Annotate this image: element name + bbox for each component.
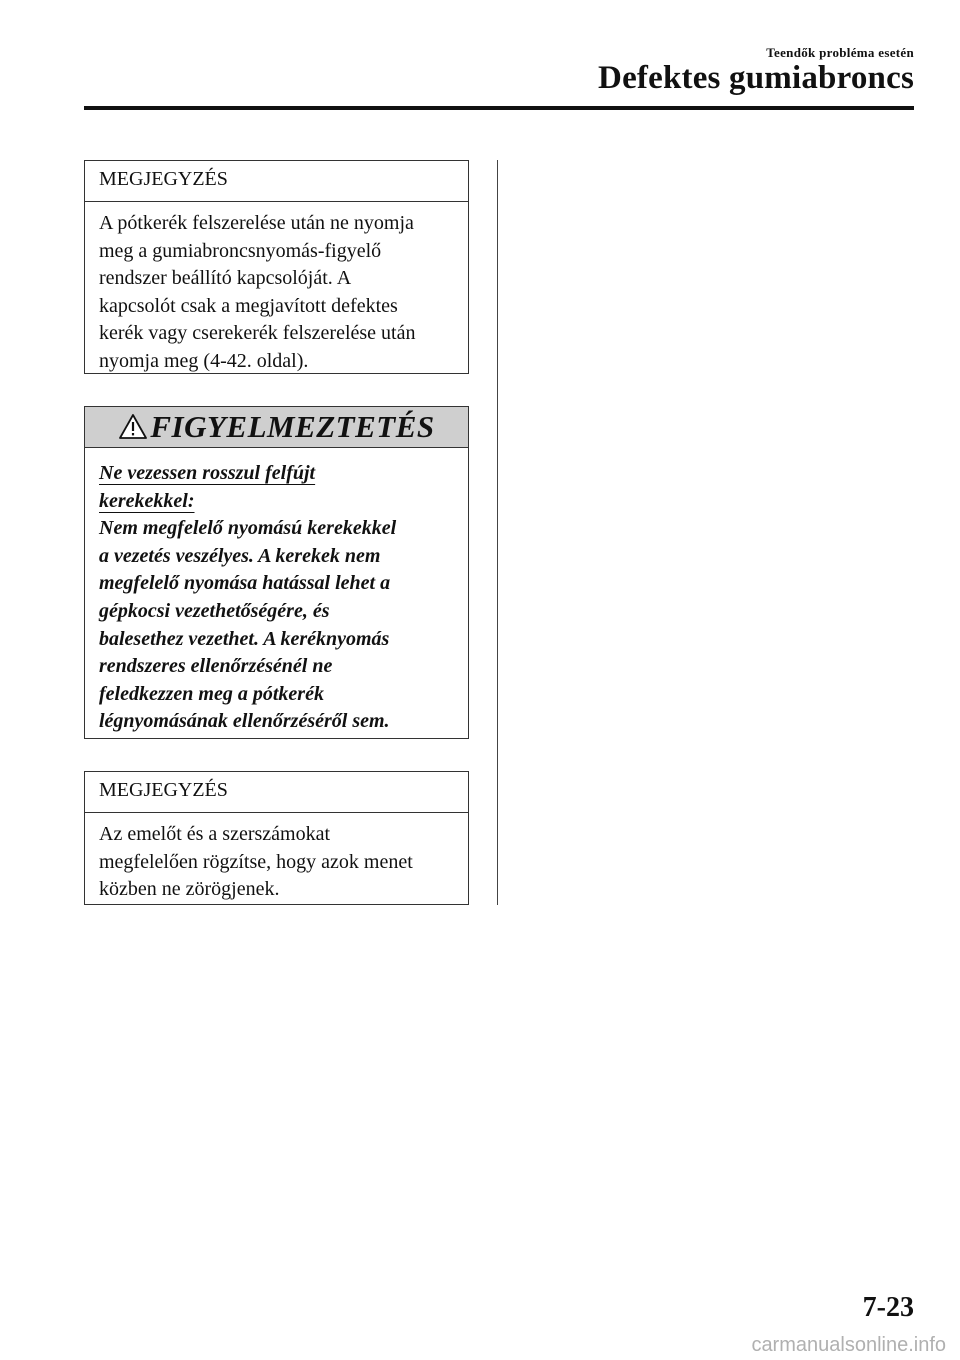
warning-line: megfelelő nyomása hatással lehet a xyxy=(99,572,391,595)
note-heading: MEGJEGYZÉS xyxy=(85,772,468,813)
note-line: közben ne zörögjenek. xyxy=(99,878,280,900)
note-line: meg a gumiabroncsnyomás-figyelő xyxy=(99,239,382,262)
warning-subtitle-line: Ne vezessen rosszul felfújt xyxy=(99,462,316,484)
warning-subtitle-line: kerekekkel: xyxy=(99,489,195,512)
note-line: A pótkerék felszerelése után ne nyomja xyxy=(99,212,414,234)
page-number: 7-23 xyxy=(862,1292,914,1323)
warning-box xyxy=(84,406,469,739)
warning-body xyxy=(85,448,468,736)
note-line: kerék vagy cserekerék felszerelése után xyxy=(99,322,416,344)
note-box-spare-wheel xyxy=(84,160,469,374)
warning-heading-bar xyxy=(85,407,468,448)
note-line: kapcsolót csak a megjavított defektes xyxy=(99,294,398,317)
note-line: megfelelően rögzítse, hogy azok menet xyxy=(99,850,413,873)
note-body xyxy=(85,813,468,904)
warning-line: feledkezzen meg a pótkerék xyxy=(99,682,324,705)
section-title: Defektes gumiabroncs xyxy=(598,60,914,96)
note-box-tools xyxy=(84,771,469,905)
header-rule xyxy=(84,106,914,110)
note-body xyxy=(85,202,468,375)
note-line: nyomja meg (4-42. oldal). xyxy=(99,349,309,372)
warning-line: rendszeres ellenőrzésénél ne xyxy=(99,655,333,678)
warning-triangle-icon xyxy=(118,413,148,440)
footer-watermark: carmanualsonline.info xyxy=(751,1334,946,1356)
warning-line: gépkocsi vezethetőségére, és xyxy=(99,599,330,622)
note-line: rendszer beállító kapcsolóját. A xyxy=(99,267,352,289)
column-divider xyxy=(497,160,498,905)
note-line: Az emelőt és a szerszámokat xyxy=(99,823,331,845)
warning-line: a vezetés veszélyes. A kerekek nem xyxy=(99,544,381,567)
warning-line: balesethez vezethet. A keréknyomás xyxy=(99,627,390,650)
warning-line: légnyomásának ellenőrzéséről sem. xyxy=(99,710,390,733)
note-heading: MEGJEGYZÉS xyxy=(85,161,468,202)
chapter-kicker: Teendők probléma esetén xyxy=(766,45,914,60)
warning-heading: FIGYELMEZTETÉS xyxy=(150,409,435,444)
warning-line: Nem megfelelő nyomású kerekekkel xyxy=(99,517,397,540)
